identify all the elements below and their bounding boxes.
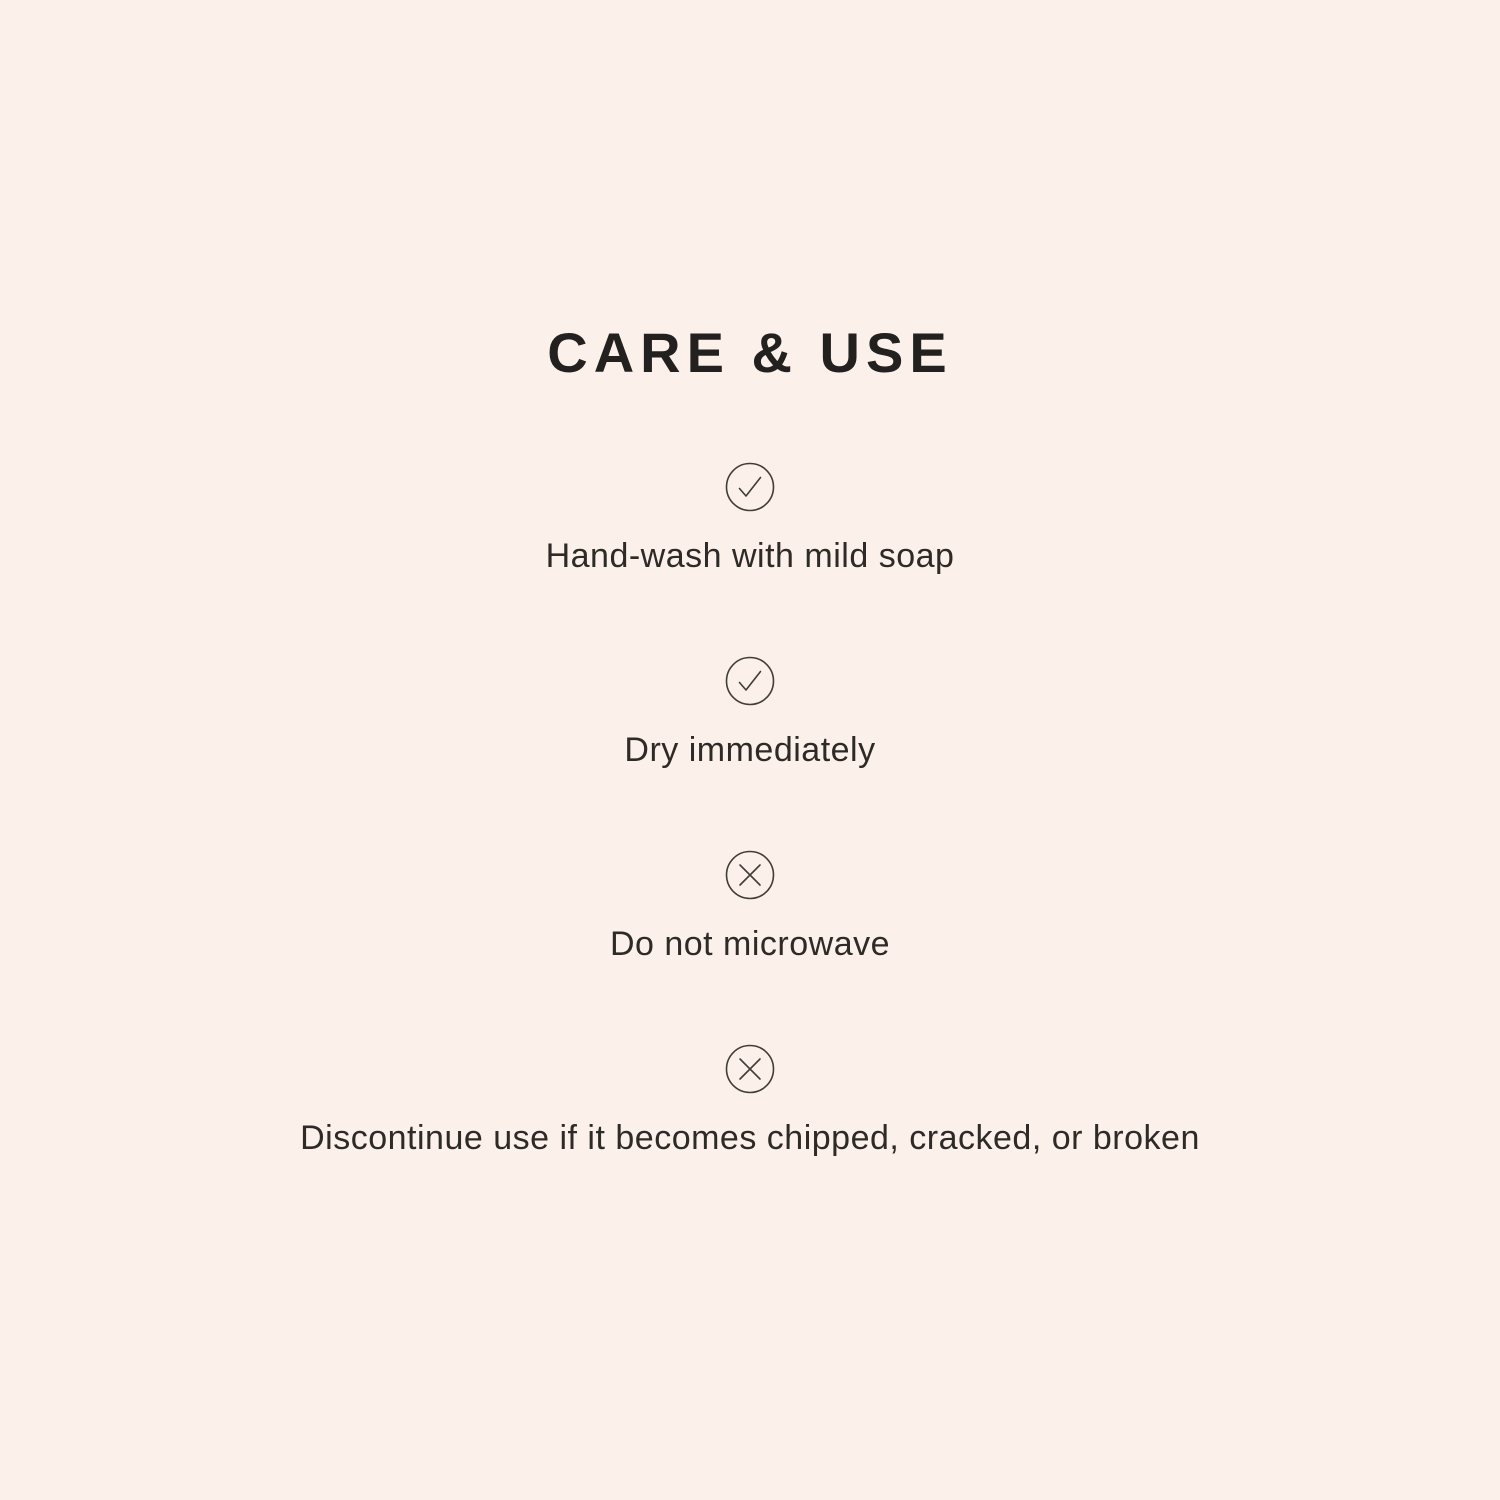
cross-circle-icon: [725, 850, 775, 900]
care-item: [300, 1044, 1200, 1158]
care-item: [546, 462, 955, 576]
care-item: [610, 850, 890, 964]
care-item-label: Do not microwave: [609, 925, 891, 963]
care-item-label: Hand-wash with mild soap: [545, 537, 955, 575]
care-item-label: Dry immediately: [624, 731, 876, 769]
page-title: CARE & USE: [547, 321, 953, 384]
check-circle-icon: [725, 656, 775, 706]
check-circle-icon: [725, 462, 775, 512]
care-item: [624, 656, 875, 770]
cross-circle-icon: [725, 1044, 775, 1094]
care-item-label: Discontinue use if it becomes chipped, cracked, or broken: [300, 1119, 1200, 1157]
